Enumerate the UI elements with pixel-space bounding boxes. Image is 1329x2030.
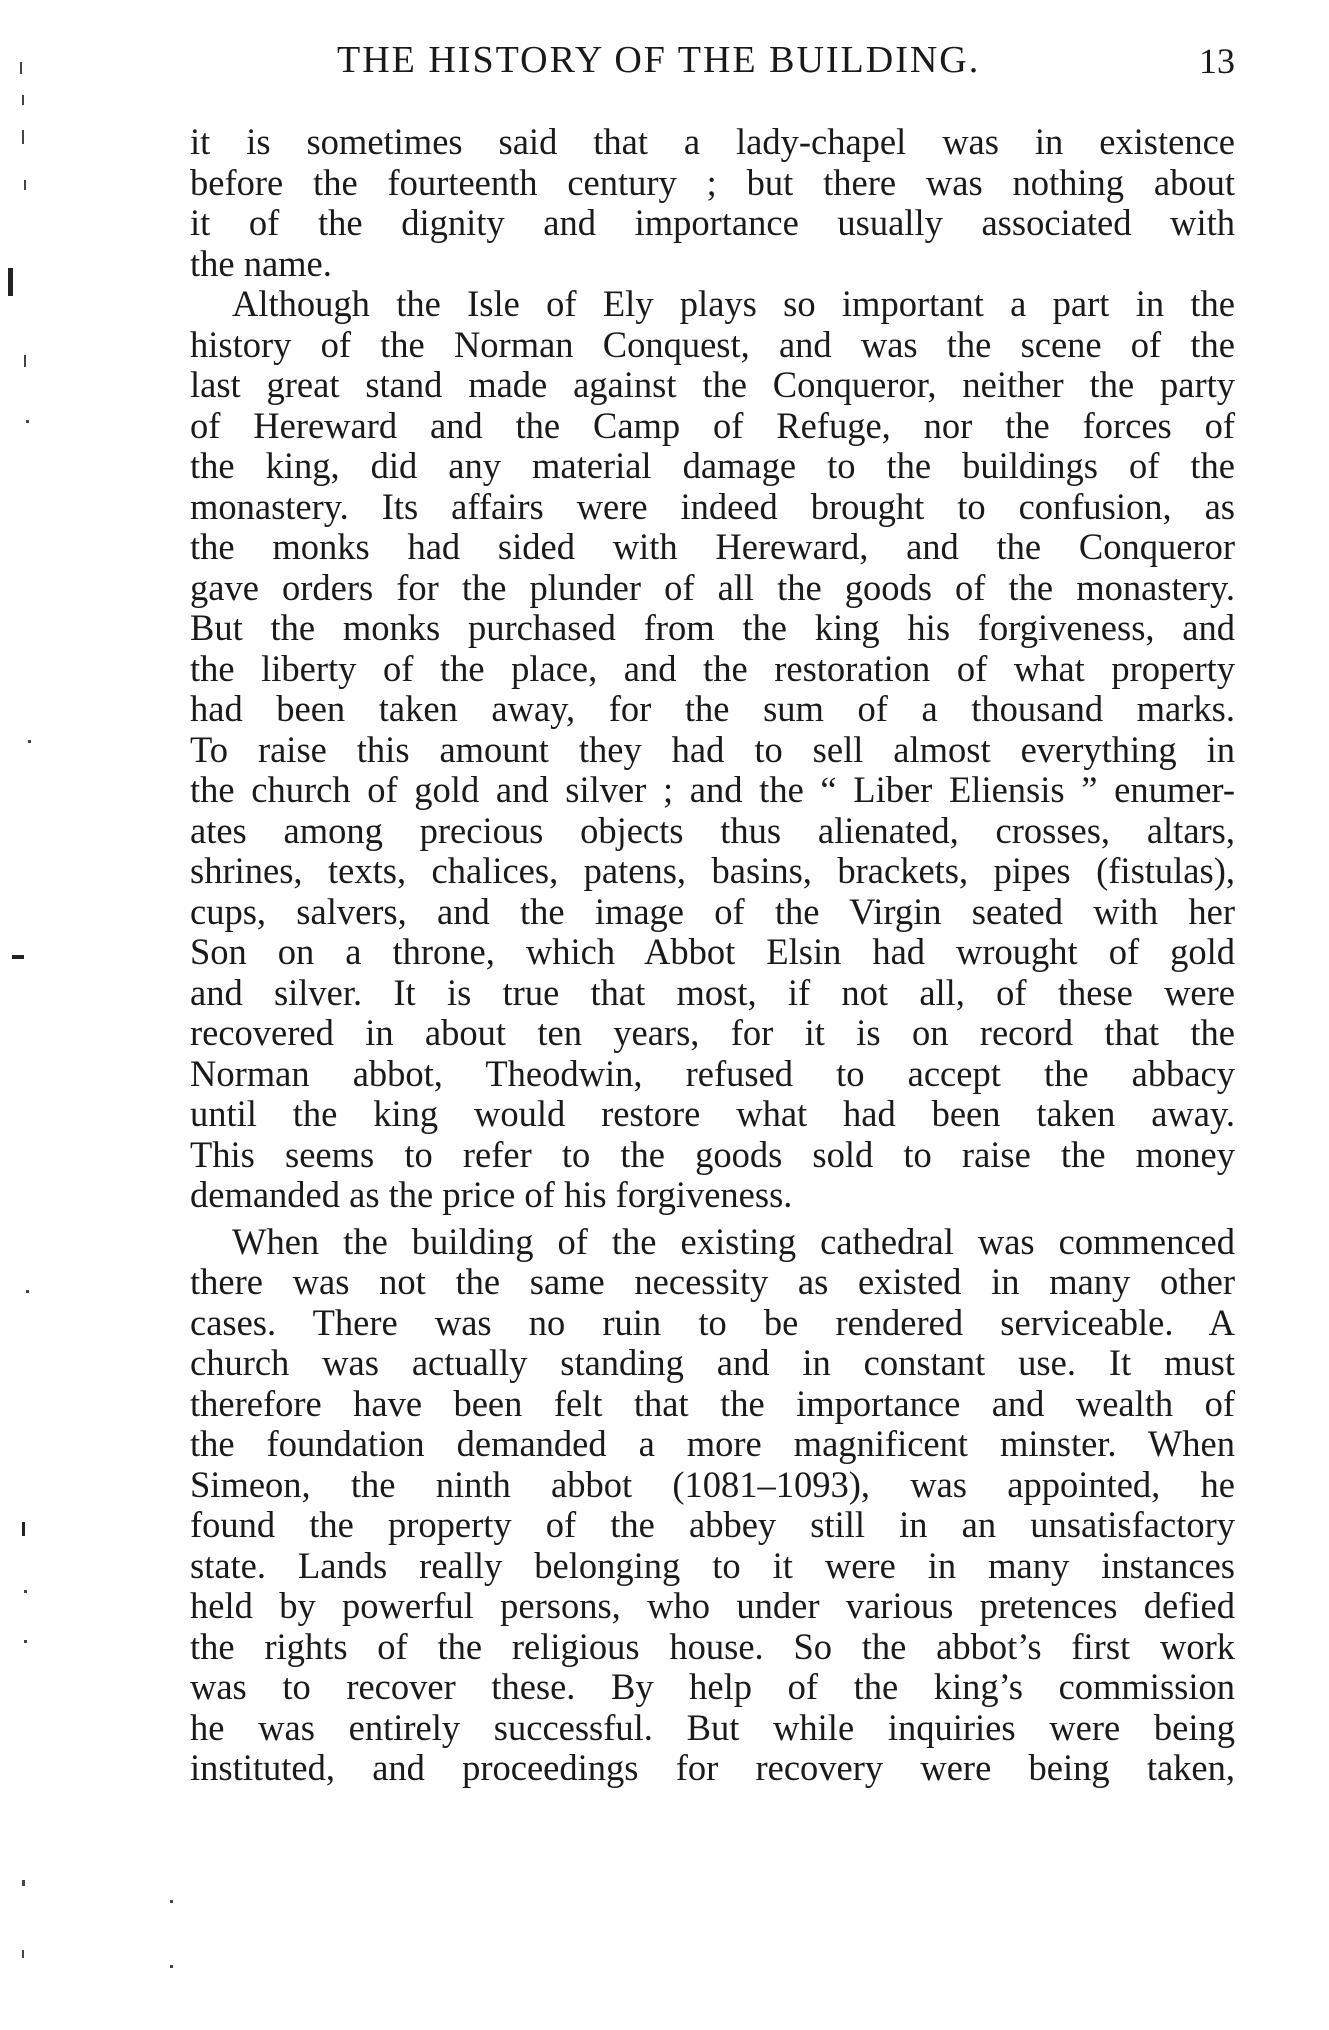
text-line: church was actually standing and in constant use. It must xyxy=(190,1342,1235,1383)
scan-speck xyxy=(24,180,26,190)
text-line: To raise this amount they had to sell almost everything in xyxy=(190,728,1235,770)
text-line: cases. There was no ruin to be rendered serviceable. A xyxy=(190,1301,1235,1343)
body-text xyxy=(190,122,1235,1789)
text-line: the king, did any material damage to the buildings of the xyxy=(190,445,1235,486)
text-line: cups, salvers, and the image of the Virgin seated with her xyxy=(190,890,1235,932)
scan-speck xyxy=(170,1965,173,1968)
text-line: the monks had sided with Hereward, and the Conqueror xyxy=(190,526,1235,567)
text-line: last great stand made against the Conqueror, neither the party xyxy=(190,364,1235,405)
text-line: therefore have been felt that the importance and wealth of xyxy=(190,1382,1235,1424)
text-line: This seems to refer to the goods sold to raise the money xyxy=(190,1133,1235,1175)
running-head xyxy=(190,38,1235,88)
text-line: had been taken away, for the sum of a thousand marks. xyxy=(190,688,1235,729)
scan-speck xyxy=(22,95,24,105)
text-line: Norman abbot, Theodwin, refused to accept the abbacy xyxy=(190,1052,1235,1094)
scan-speck xyxy=(22,1950,24,1958)
scan-speck xyxy=(26,420,29,423)
paragraph-start-line: Although the Isle of Ely plays so important a part in the xyxy=(232,283,1235,324)
scan-speck xyxy=(24,1590,27,1593)
scan-speck xyxy=(22,1522,25,1536)
text-line: Simeon, the ninth abbot (1081–1093), was appointed, he xyxy=(190,1463,1235,1505)
text-line: until the king would restore what had been taken away. xyxy=(190,1093,1235,1134)
text-line: before the fourteenth century ; but there was nothing about xyxy=(190,161,1235,203)
scan-speck xyxy=(24,355,26,367)
text-line: was to recover these. By help of the king’s commission xyxy=(190,1666,1235,1707)
text-line: the liberty of the place, and the restoration of what property xyxy=(190,647,1235,689)
text-line: demanded as the price of his forgiveness. xyxy=(190,1174,793,1215)
text-line: he was entirely successful. But while inquiries were being xyxy=(190,1706,1235,1748)
scan-speck xyxy=(22,1880,25,1886)
text-line: of Hereward and the Camp of Refuge, nor the forces of xyxy=(190,404,1235,446)
text-line: But the monks purchased from the king his forgiveness, and xyxy=(190,607,1235,648)
text-line: it is sometimes said that a lady-chapel was in existence xyxy=(190,121,1235,162)
text-line: Son on a throne, which Abbot Elsin had wrought of gold xyxy=(190,931,1235,972)
text-line: history of the Norman Conquest, and was the scene of the xyxy=(190,323,1235,365)
scan-speck xyxy=(8,268,13,296)
text-line: monastery. Its affairs were indeed brought to confusion, as xyxy=(190,485,1235,527)
text-line: recovered in about ten years, for it is on record that the xyxy=(190,1012,1235,1053)
text-line: held by powerful persons, who under various pretences defied xyxy=(190,1585,1235,1626)
page-number: 13 xyxy=(1199,41,1235,81)
running-title: THE HISTORY OF THE BUILDING. xyxy=(337,39,981,81)
text-line: it of the dignity and importance usually associated with xyxy=(190,202,1235,243)
scan-speck xyxy=(20,62,22,74)
text-line: gave orders for the plunder of all the goods of the monastery. xyxy=(190,566,1235,608)
scan-speck xyxy=(170,1900,173,1903)
text-line: instituted, and proceedings for recovery were being taken, xyxy=(190,1747,1235,1788)
text-line: state. Lands really belonging to it were in many instances xyxy=(190,1544,1235,1586)
text-line: the rights of the religious house. So the abbot’s first work xyxy=(190,1625,1235,1667)
paragraph-start-line: When the building of the existing cathedral was commenced xyxy=(232,1220,1235,1262)
text-line: the foundation demanded a more magnificent minster. When xyxy=(190,1423,1235,1464)
scan-speck xyxy=(22,130,24,144)
text-line: the name. xyxy=(190,242,332,284)
text-line: found the property of the abbey still in an unsatisfactory xyxy=(190,1504,1235,1545)
text-line: the church of gold and silver ; and the “ Liber Eliensis ” enumer- xyxy=(190,769,1235,810)
scan-speck xyxy=(28,740,31,743)
text-line: there was not the same necessity as existed in many other xyxy=(190,1261,1235,1302)
scan-speck xyxy=(26,1290,29,1293)
scan-speck xyxy=(24,1640,27,1643)
text-line: and silver. It is true that most, if not all, of these were xyxy=(190,971,1235,1013)
text-line: ates among precious objects thus alienated, crosses, altars, xyxy=(190,809,1235,851)
scan-speck xyxy=(12,955,24,959)
text-line: shrines, texts, chalices, patens, basins, brackets, pipes (fistulas), xyxy=(190,850,1235,891)
